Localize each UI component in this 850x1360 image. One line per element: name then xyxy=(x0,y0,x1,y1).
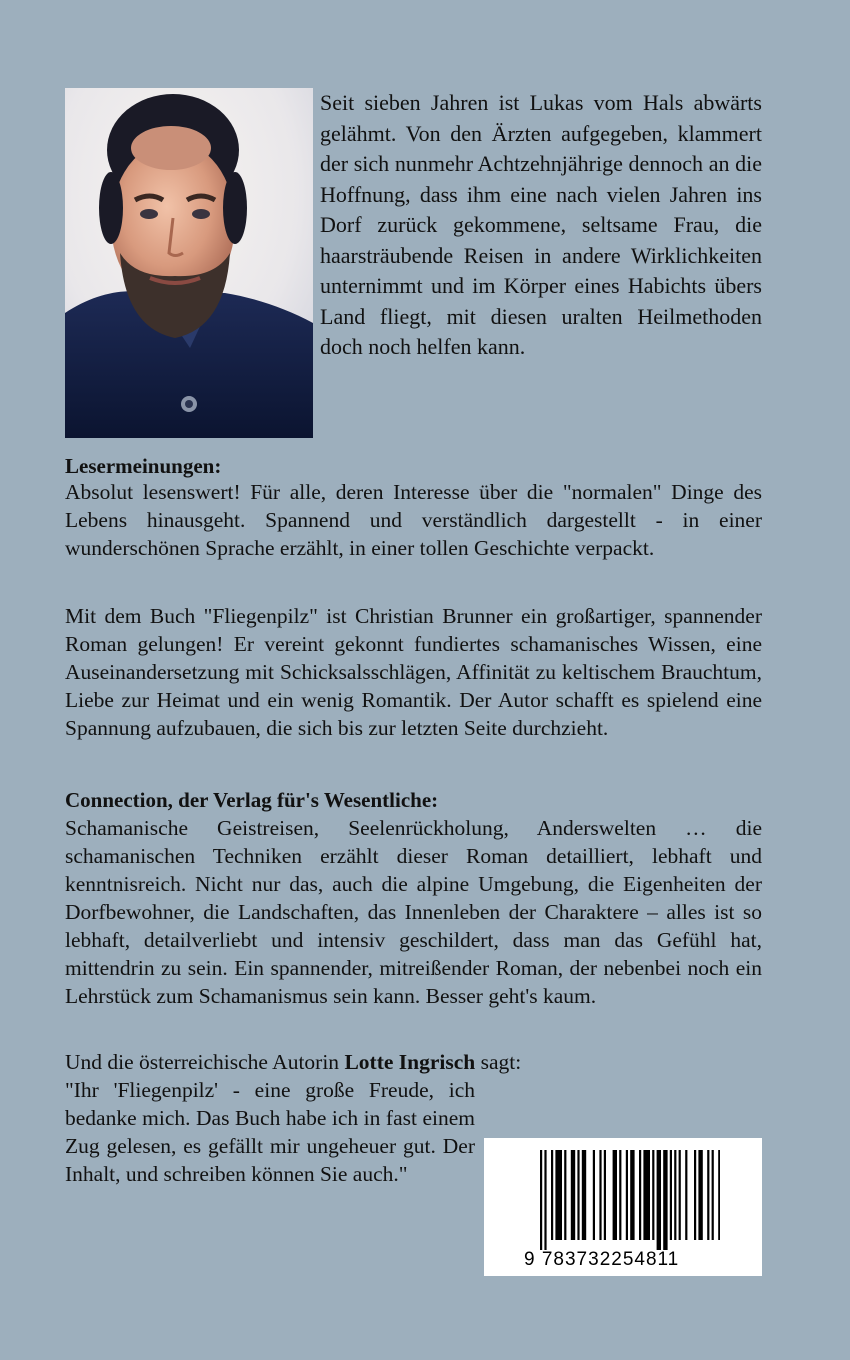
quoted-author-name: Lotte Ingrisch xyxy=(344,1050,476,1074)
barcode-bar xyxy=(619,1150,621,1240)
barcode-bar xyxy=(670,1150,672,1240)
barcode-bar xyxy=(652,1150,654,1240)
barcode-bar xyxy=(698,1150,702,1240)
barcode-bar xyxy=(599,1150,601,1240)
barcode-bar xyxy=(694,1150,696,1240)
barcode-bar xyxy=(626,1150,628,1240)
barcode-bar xyxy=(564,1150,566,1240)
barcode-bar xyxy=(657,1150,661,1250)
barcode-bar xyxy=(571,1150,575,1240)
reader-review-2: Mit dem Buch "Fliegenpilz" ist Christian Brunner ein großartiger, spannender Roman gelungen! Er vereint gekonnt fundiertes schamanisches Wissen, eine Auseinandersetzung mit Schicksalsschlägen, Affinität zu keltischem Brauchtum, Liebe zur Heimat und ein wenig Romantik. Der Autor schafft es spielend eine Spannung aufzubauen, die sich bis zur letzten Seite durchzieht. xyxy=(65,604,762,740)
author-quote-intro-prefix: Und die österreichische Autorin xyxy=(65,1050,345,1074)
barcode-bar xyxy=(707,1150,709,1240)
barcode-bar xyxy=(639,1150,641,1240)
barcode-bar xyxy=(712,1150,714,1240)
book-blurb: Seit sieben Jahren ist Lukas vom Hals abwärts gelähmt. Von den Ärzten aufgegeben, klammert der sich nunmehr Achtzehnjährige dennoch an die Hoffnung, dass ihm eine nach vielen Jahren ins Dorf zurück gekommene, seltsame Frau, die haarsträubende Reisen in andere Wirklichkeiten unternimmt und im Körper eines Habichts übers Land fliegt, mit diesen uralten Heilmethoden doch noch helfen kann. xyxy=(320,90,762,359)
reader-reviews-heading: Lesermeinungen: xyxy=(65,454,222,478)
publisher-review-heading: Connection, der Verlag für's Wesentliche: xyxy=(65,788,439,812)
barcode-bar xyxy=(679,1150,681,1240)
barcode-bar xyxy=(551,1150,553,1240)
barcode-bar xyxy=(593,1150,595,1240)
barcode-bar xyxy=(663,1150,667,1250)
barcode-bar xyxy=(544,1150,546,1250)
isbn-digits: 783732254811 xyxy=(541,1249,680,1270)
author-quote-intro-suffix: sagt: xyxy=(475,1050,522,1074)
barcode-bar xyxy=(582,1150,586,1240)
publisher-review-text: Schamanische Geistreisen, Seelenrückholung, Anderswelten … die schamanischen Techniken erzählt dieser Roman detailliert, lebhaft und kenntnisreich. Nicht nur das, auch die alpine Umgebung, die Eigenheiten der Dorfbewohner, die Landschaften, das Innenleben der Charaktere – alles ist so lebhaft, detailverliebt und intensiv geschildert, dass man das Gefühl hat, mittendrin zu sein. Ein spannender, mitreißender Roman, der nebenbei noch ein Lehrstück zum Schamanismus sein kann. Besser geht's kaum. xyxy=(65,816,762,1008)
barcode-bar xyxy=(674,1150,676,1240)
isbn-lead-digit: 9 xyxy=(524,1249,536,1270)
barcode-bar xyxy=(643,1150,650,1240)
isbn-number xyxy=(524,1249,746,1271)
reader-review-1: Absolut lesenswert! Für alle, deren Interesse über die "normalen" Dinge des Lebens hinausgeht. Spannend und verständlich dargestellt - in einer wunderschönen Sprache erzählt, in einer tollen Geschichte verpackt. xyxy=(65,480,762,560)
barcode-bar xyxy=(718,1150,720,1240)
barcode-bar xyxy=(630,1150,634,1240)
isbn-barcode xyxy=(484,1138,762,1276)
barcode-bar xyxy=(555,1150,562,1240)
barcode-bar xyxy=(577,1150,579,1240)
barcode-bar xyxy=(685,1150,687,1240)
barcode-bar xyxy=(613,1150,617,1240)
author-quote: "Ihr 'Fliegenpilz' - eine große Freude, ich bedanke mich. Das Buch habe ich in fast einem Zug gelesen, es gefällt mir ungeheuer gut. Der Inhalt, und schreiben können Sie auch." xyxy=(65,1078,475,1186)
author-quote-intro xyxy=(65,1048,762,1076)
barcode-bar xyxy=(540,1150,542,1250)
author-photo xyxy=(65,88,313,438)
barcode-bar xyxy=(604,1150,606,1240)
barcode-bars xyxy=(540,1150,720,1250)
